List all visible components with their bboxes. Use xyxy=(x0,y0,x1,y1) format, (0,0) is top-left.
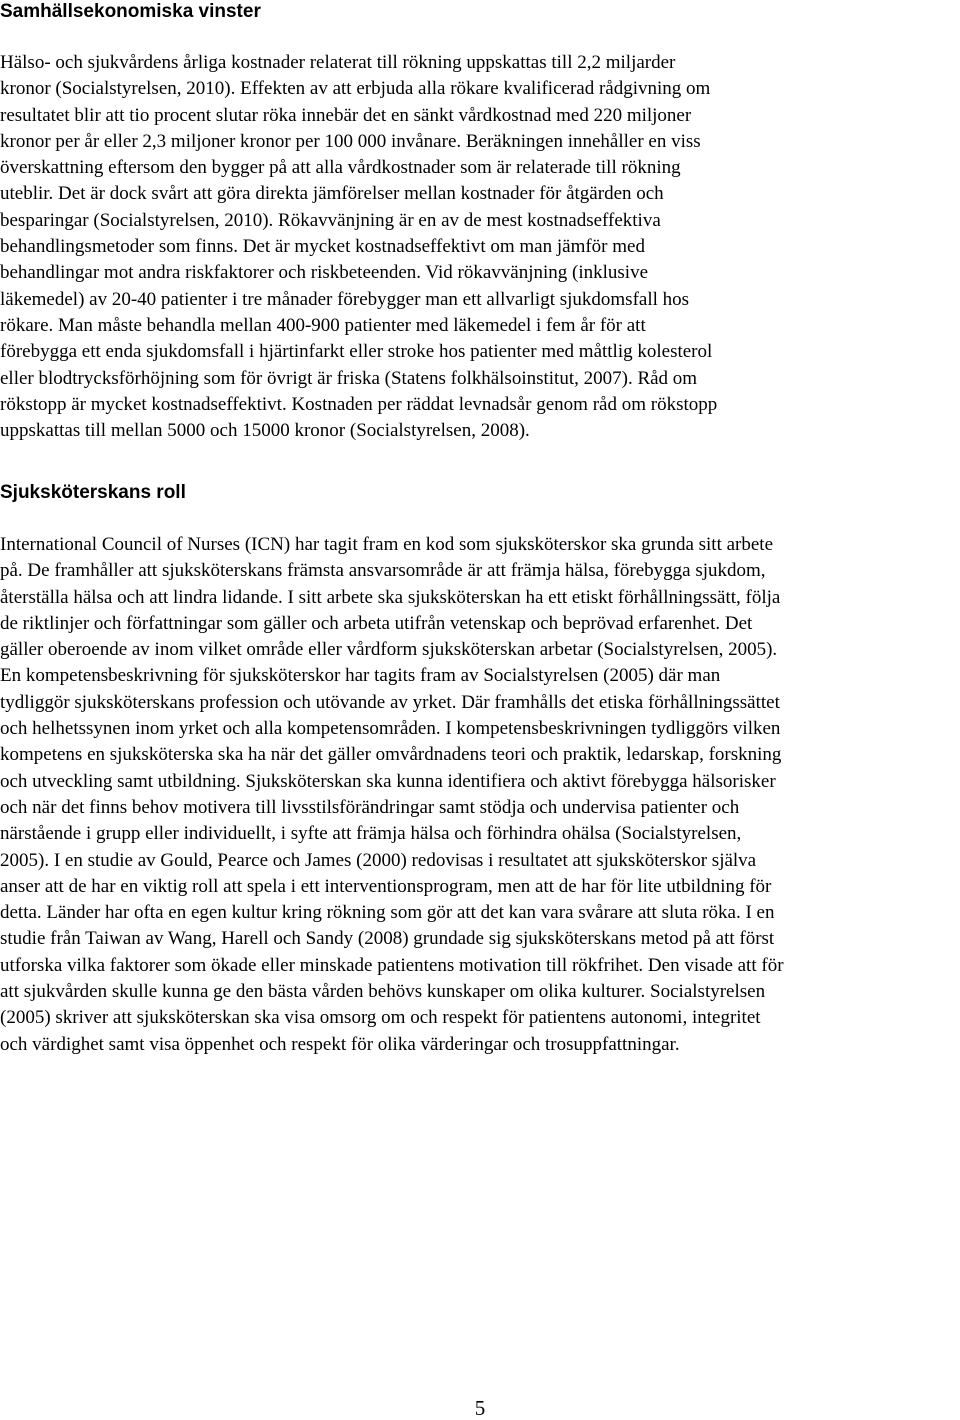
text-line: och när det finns behov motivera till livsstilsförändringar samt stödja och undervisa patienter och xyxy=(0,796,740,818)
text-line: återställa hälsa och att lindra lidande. I sitt arbete ska sjuksköterskan ha ett etiskt förhållningssätt, följa xyxy=(0,586,781,608)
text-line: på. De framhåller att sjuksköterskans främsta ansvarsområde är att främja hälsa, förebygga sjukdom, xyxy=(0,560,766,582)
text-line: och utveckling samt utbildning. Sjuksköterskan ska kunna identifiera och aktivt förebygga hälsorisker xyxy=(0,770,776,792)
text-line: och helhetssynen inom yrket och alla kompetensområden. I kompetensbeskrivningen tydliggörs vilken xyxy=(0,718,781,740)
text-line: överskattning eftersom den bygger på att alla vårdkostnader som är relaterade till rökning xyxy=(0,157,681,179)
paragraph-sjukskoterskans-roll xyxy=(0,532,784,1058)
text-line: resultatet blir att tio procent slutar röka innebär det en sänkt vårdkostnad med 220 miljoner xyxy=(0,104,692,126)
text-line: och värdighet samt visa öppenhet och respekt för olika värderingar och trosuppfattningar. xyxy=(0,1033,680,1055)
text-line: besparingar (Socialstyrelsen, 2010). Rökavvänjning är en av de mest kostnadseffektiva xyxy=(0,209,661,231)
text-line: att sjukvården skulle kunna ge den bästa vården behövs kunskaper om olika kulturer. Socialstyrelsen xyxy=(0,981,766,1003)
text-line: förebygga ett enda sjukdomsfall i hjärtinfarkt eller stroke hos patienter med måttlig kolesterol xyxy=(0,341,713,363)
text-line: kronor per år eller 2,3 miljoner kronor per 100 000 invånare. Beräkningen innehåller en viss xyxy=(0,130,701,152)
text-line: Hälso- och sjukvårdens årliga kostnader relaterat till rökning uppskattas till 2,2 miljarder xyxy=(0,52,676,73)
text-line: International Council of Nurses (ICN) har tagit fram en kod som sjuksköterskor ska grunda sitt arbete xyxy=(0,534,774,555)
section-heading-samhallsekonomiska-vinster: Samhällsekonomiska vinster xyxy=(0,1,261,22)
text-line: läkemedel) av 20-40 patienter i tre månader förebygger man ett allvarligt sjukdomsfall hos xyxy=(0,288,690,310)
text-line: närstående i grupp eller individuellt, i syfte att främja hälsa och förhindra ohälsa (Socialstyrelsen, xyxy=(0,823,742,845)
text-line: behandlingsmetoder som finns. Det är mycket kostnadseffektivt om man jämför med xyxy=(0,236,645,258)
text-line: tydliggör sjuksköterskans profession och utövande av yrket. Där framhålls det etiska förhållningssättet xyxy=(0,691,780,713)
text-line: anser att de har en viktig roll att spela i ett interventionsprogram, men att de har för lite utbildning för xyxy=(0,875,772,897)
text-line: rökstopp är mycket kostnadseffektivt. Kostnaden per räddat levnadsår genom råd om rökstopp xyxy=(0,393,718,415)
section-heading-sjukskoterskans-roll: Sjuksköterskans roll xyxy=(0,482,186,503)
text-line: uppskattas till mellan 5000 och 15000 kronor (Socialstyrelsen, 2008). xyxy=(0,420,530,442)
text-line: (2005) skriver att sjuksköterskan ska visa omsorg om och respekt för patientens autonomi, integritet xyxy=(0,1007,761,1029)
paragraph-samhallsekonomiska-vinster xyxy=(0,50,717,444)
page-number: 5 xyxy=(474,1396,486,1420)
text-line: uteblir. Det är dock svårt att göra direkta jämförelser mellan kostnader för åtgärden och xyxy=(0,183,664,205)
text-line: kompetens en sjuksköterska ska ha när det gäller omvårdnadens teori och praktik, ledarskap, forskning xyxy=(0,744,782,766)
text-line: En kompetensbeskrivning för sjuksköterskor har tagits fram av Socialstyrelsen (2005) där man xyxy=(0,665,721,687)
text-line: gäller oberoende av inom vilket område eller vårdform sjuksköterskan arbetar (Socialstyrelsen, 2005). xyxy=(0,639,778,661)
text-line: rökare. Man måste behandla mellan 400-900 patienter med läkemedel i fem år för att xyxy=(0,314,646,336)
text-line: behandlingar mot andra riskfaktorer och riskbeteenden. Vid rökavvänjning (inklusive xyxy=(0,262,649,284)
text-line: studie från Taiwan av Wang, Harell och Sandy (2008) grundade sig sjuksköterskans metod på att först xyxy=(0,928,775,950)
text-line: de riktlinjer och författningar som gäller och arbeta utifrån vetenskap och beprövad erfarenhet. Det xyxy=(0,612,753,634)
text-line: utforska vilka faktorer som ökade eller minskade patientens motivation till rökfrihet. Den visade att för xyxy=(0,954,784,976)
text-line: kronor (Socialstyrelsen, 2010). Effekten av att erbjuda alla rökare kvalificerad rådgivning om xyxy=(0,78,711,100)
text-line: eller blodtrycksförhöjning som för övrigt är friska (Statens folkhälsoinstitut, 2007). Råd om xyxy=(0,367,698,389)
text-line: 2005). I en studie av Gould, Pearce och James (2000) redovisas i resultatet att sjuksköterskor själva xyxy=(0,849,757,871)
text-line: detta. Länder har ofta en egen kultur kring rökning som gör att det kan vara svårare att sluta röka. I en xyxy=(0,902,775,924)
